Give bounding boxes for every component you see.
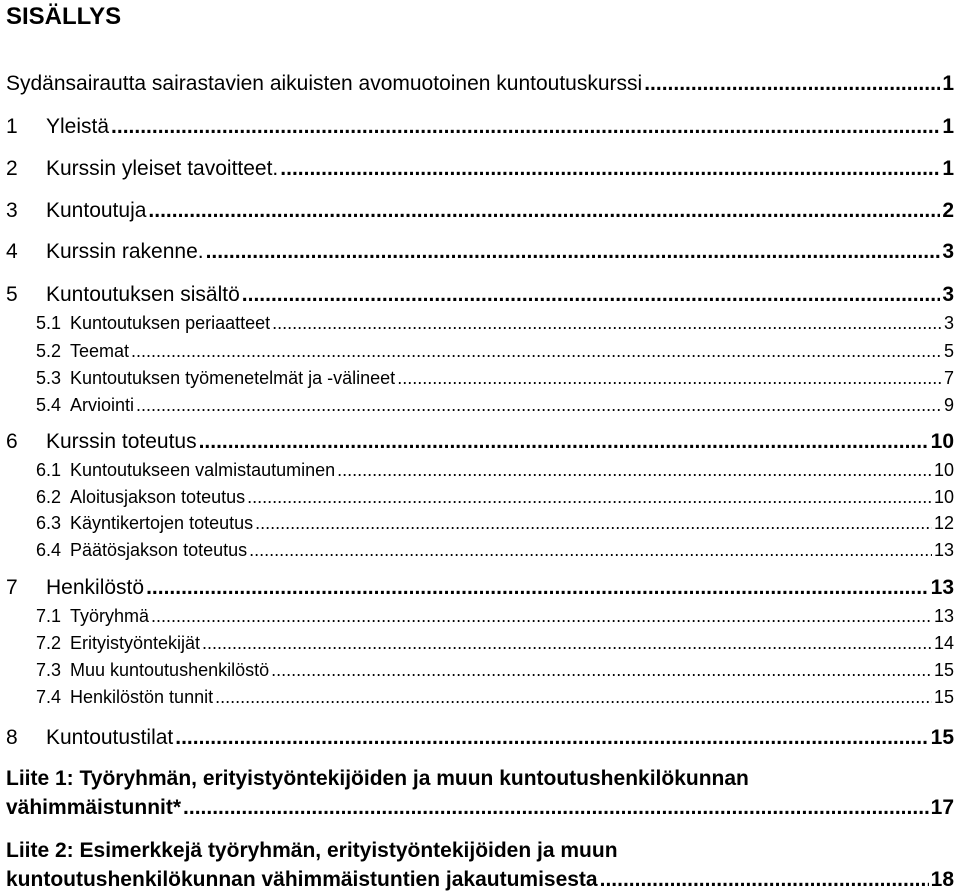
toc-entry-5-1[interactable] (36, 311, 954, 335)
toc-entry-title: Kuntoutustilat (46, 726, 174, 749)
toc-entry-7-1[interactable] (36, 604, 954, 628)
toc-entry-number: 7 (6, 576, 18, 599)
toc-appendix-title-line2: vähimmäistunnit* (6, 796, 182, 819)
toc-entry-title: Käyntikertojen toteutus (70, 513, 254, 533)
toc-entry-6-2[interactable] (36, 485, 954, 509)
toc-page-number: 13 (933, 606, 954, 626)
toc-entry-5-3[interactable] (36, 366, 954, 390)
toc-page-number: 1 (942, 72, 954, 95)
toc-entry-number: 5.2 (36, 341, 62, 361)
toc-entry-title: Kuntoutuksen sisältö (46, 283, 240, 306)
toc-entry-title: Kuntoutuksen periaatteet (70, 313, 271, 333)
toc-leader-dots (151, 604, 932, 628)
toc-entry-7-3[interactable] (36, 658, 954, 682)
toc-leader-dots (397, 366, 942, 390)
toc-leader-dots (131, 339, 942, 363)
toc-entry-7[interactable] (6, 574, 954, 602)
toc-entry-title: Sydänsairautta sairastavien aikuisten avomuotoinen kuntoutuskurssi (6, 72, 643, 95)
toc-page-number: 15 (930, 726, 954, 749)
toc-entry-7-2[interactable] (36, 631, 954, 655)
toc-entry-4[interactable] (6, 238, 954, 266)
toc-entry-5-2[interactable] (36, 339, 954, 363)
toc-entry-title: Kurssin toteutus (46, 430, 197, 453)
toc-page-number: 3 (942, 283, 954, 306)
toc-heading: SISÄLLYS (6, 3, 122, 30)
toc-appendix-title-line2: kuntoutushenkilökunnan vähimmäistuntien jakautumisesta (6, 868, 598, 891)
toc-entry-number: 7.2 (36, 633, 62, 653)
toc-page-number: 18 (930, 868, 954, 891)
toc-entry-title: Kuntoutuja (46, 199, 147, 222)
toc-entry-number: 3 (6, 199, 18, 222)
toc-leader-dots (271, 658, 932, 682)
toc-entry-number: 6.4 (36, 540, 62, 560)
toc-entry-6-4[interactable] (36, 538, 954, 562)
toc-appendix-title-line1: Liite 2: Esimerkkejä työryhmän, erityistyöntekijöiden ja muun (6, 839, 618, 862)
toc-entry-6-1[interactable] (36, 458, 954, 482)
toc-leader-dots (199, 428, 929, 456)
toc-leader-dots (242, 281, 941, 309)
toc-entry-number: 6.3 (36, 513, 62, 533)
toc-entry-title: Muu kuntoutushenkilöstö (70, 660, 270, 680)
toc-entry-title: Erityistyöntekijät (70, 633, 201, 653)
toc-leader-dots (249, 538, 932, 562)
toc-entry-title: Yleistä (46, 115, 110, 138)
toc-entry-number: 4 (6, 240, 18, 263)
toc-entry-intro[interactable] (6, 70, 954, 98)
toc-entry-number: 7.1 (36, 606, 62, 626)
toc-page-number: 15 (933, 687, 954, 707)
toc-appendix-2[interactable] (6, 836, 954, 894)
toc-appendix-title-line1: Liite 1: Työryhmän, erityistyöntekijöiden ja muun kuntoutushenkilökunnan (6, 767, 749, 790)
toc-entry-number: 6.1 (36, 460, 62, 480)
toc-leader-dots (183, 793, 929, 822)
toc-page-number: 15 (933, 660, 954, 680)
toc-entry-title: Kurssin yleiset tavoitteet. (46, 157, 279, 180)
toc-leader-dots (175, 724, 928, 752)
toc-entry-title: Teemat (70, 341, 130, 361)
toc-page-number: 12 (933, 513, 954, 533)
toc-entry-number: 7.4 (36, 687, 62, 707)
toc-leader-dots (600, 865, 929, 894)
toc-entry-6-3[interactable] (36, 511, 954, 535)
toc-leader-dots (280, 155, 940, 183)
toc-entry-title: Henkilöstö (46, 576, 145, 599)
toc-page-number: 3 (942, 240, 954, 263)
toc-leader-dots (206, 238, 941, 266)
toc-entry-number: 5.4 (36, 395, 62, 415)
toc-leader-dots (337, 458, 932, 482)
toc-entry-title: Arviointi (70, 395, 135, 415)
toc-page-number: 13 (933, 540, 954, 560)
toc-page-number: 10 (933, 460, 954, 480)
toc-entry-5[interactable] (6, 281, 954, 309)
toc-page-number: 13 (930, 576, 954, 599)
toc-page-number: 17 (930, 796, 954, 819)
toc-page-number: 9 (943, 395, 954, 415)
toc-leader-dots (202, 631, 932, 655)
toc-leader-dots (247, 485, 932, 509)
toc-entry-number: 5.3 (36, 368, 62, 388)
toc-leader-dots (148, 197, 940, 225)
toc-entry-title: Päätösjakson toteutus (70, 540, 248, 560)
toc-entry-number: 6.2 (36, 487, 62, 507)
toc-leader-dots (255, 511, 932, 535)
toc-leader-dots (136, 393, 942, 417)
toc-leader-dots (644, 70, 940, 98)
toc-leader-dots (111, 113, 940, 141)
toc-entry-number: 7.3 (36, 660, 62, 680)
toc-page-number: 7 (943, 368, 954, 388)
toc-page-number: 10 (933, 487, 954, 507)
toc-appendix-1[interactable] (6, 764, 954, 822)
toc-page-number: 14 (933, 633, 954, 653)
toc-page-number: 1 (942, 115, 954, 138)
toc-entry-title: Kurssin rakenne. (46, 240, 204, 263)
toc-page-number: 10 (930, 430, 954, 453)
toc-entry-title: Kuntoutuksen työmenetelmät ja -välineet (70, 368, 396, 388)
toc-entry-title: Työryhmä (70, 606, 150, 626)
toc-entry-number: 8 (6, 726, 18, 749)
toc-entry-number: 2 (6, 157, 18, 180)
toc-entry-5-4[interactable] (36, 393, 954, 417)
toc-entry-8[interactable] (6, 724, 954, 752)
toc-entry-title: Aloitusjakson toteutus (70, 487, 246, 507)
toc-entry-title: Kuntoutukseen valmistautuminen (70, 460, 336, 480)
toc-entry-number: 5.1 (36, 313, 62, 333)
toc-entry-3[interactable] (6, 197, 954, 225)
toc-page-number: 3 (943, 313, 954, 333)
toc-entry-1[interactable] (6, 113, 954, 141)
toc-entry-2[interactable] (6, 155, 954, 183)
toc-leader-dots (272, 311, 942, 335)
toc-page-number: 2 (942, 199, 954, 222)
toc-leader-dots (146, 574, 929, 602)
toc-entry-number: 1 (6, 115, 18, 138)
toc-page-number: 5 (943, 341, 954, 361)
toc-page-number: 1 (942, 157, 954, 180)
toc-leader-dots (215, 685, 932, 709)
toc-entry-7-4[interactable] (36, 685, 954, 709)
toc-entry-6[interactable] (6, 428, 954, 456)
toc-entry-number: 5 (6, 283, 18, 306)
toc-entry-number: 6 (6, 430, 18, 453)
toc-entry-title: Henkilöstön tunnit (70, 687, 214, 707)
